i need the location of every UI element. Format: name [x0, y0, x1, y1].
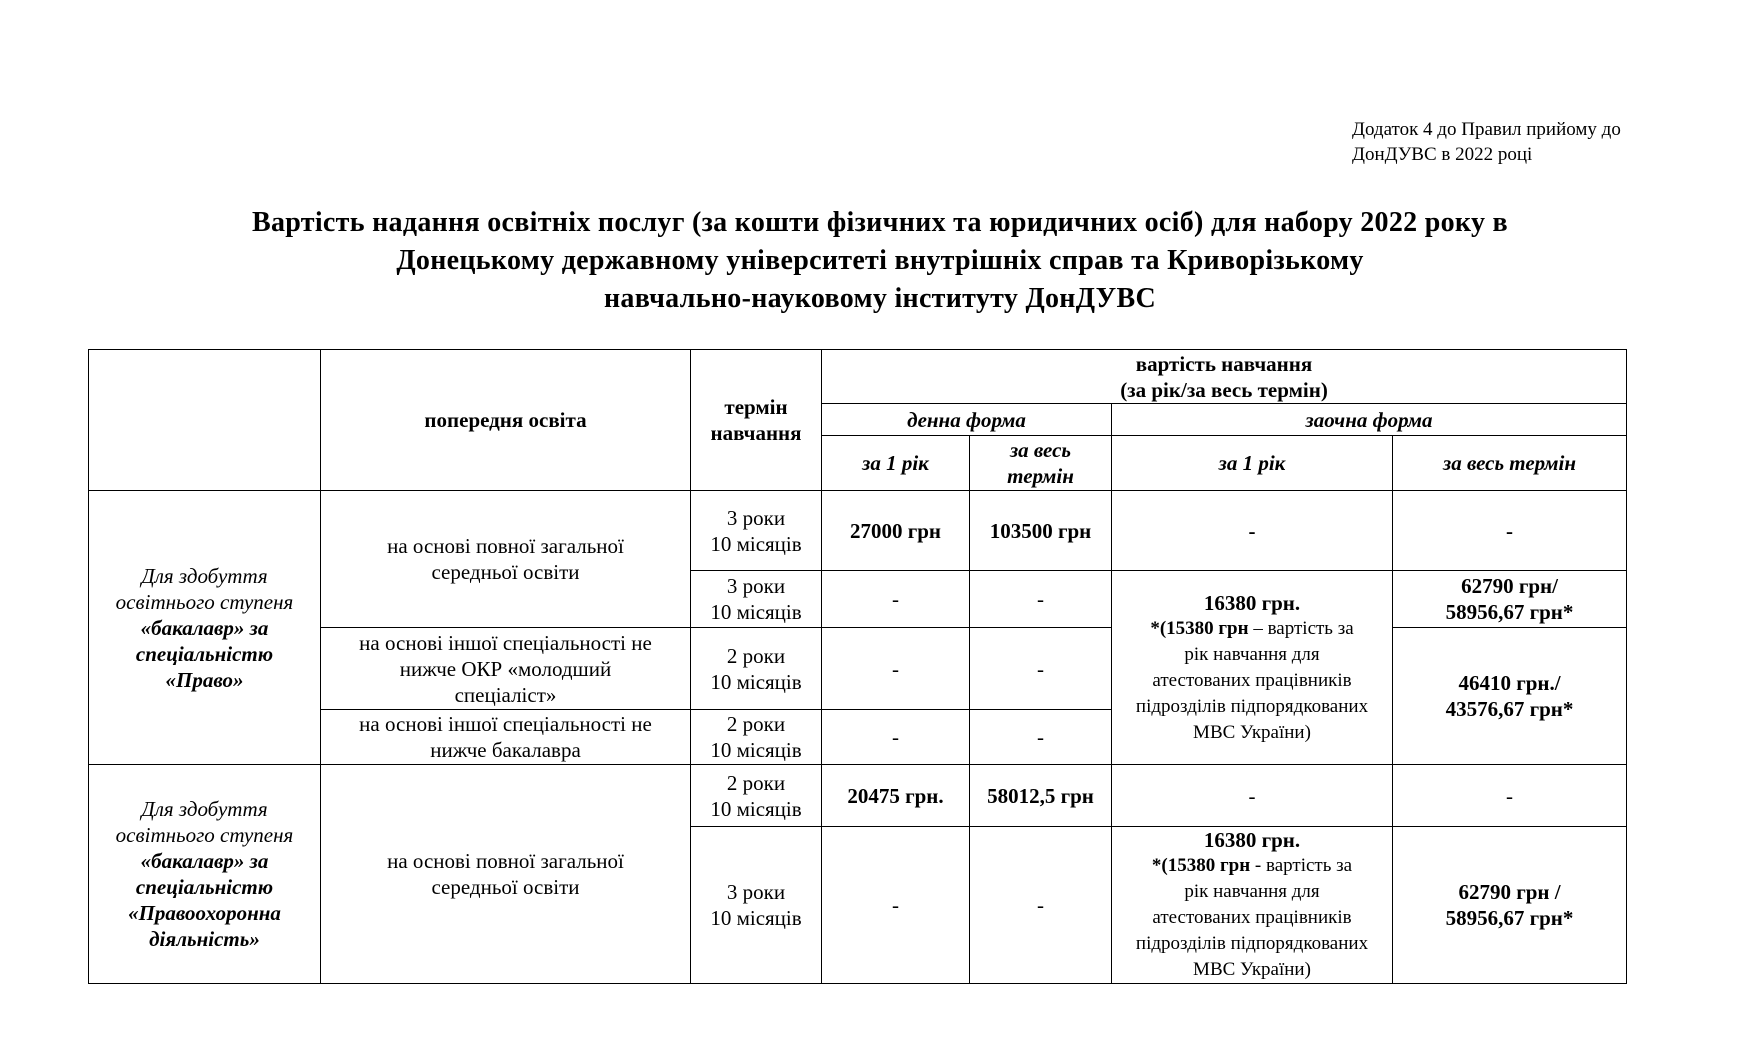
group1-basis-bachelor — [321, 710, 691, 765]
group2-basis-line-1: на основі повної загальної — [387, 849, 624, 873]
term-line-1: 3 роки — [726, 880, 786, 904]
title-line-1: Вартість надання освітніх послуг (за кошти фізичних та юридичних осіб) для набору 2022 року в — [252, 207, 1508, 238]
tuition-cost-table — [88, 349, 1627, 984]
day-year-cost: - — [822, 571, 970, 628]
header-day-total-line-1: за весь — [1009, 438, 1072, 462]
part-total-line-1: 46410 грн./ — [1458, 671, 1561, 695]
part-year-cost: - — [1112, 491, 1393, 571]
appendix-line-2: ДонДУВС в 2022 році — [1352, 144, 1533, 165]
part-total-line-1: 62790 грн / — [1458, 880, 1561, 904]
part-total-line-1: 62790 грн/ — [1461, 574, 1558, 598]
header-day-total — [970, 436, 1112, 491]
part-year-reduced-price: *(15380 грн — [1150, 617, 1249, 639]
appendix-note — [1352, 117, 1692, 167]
group2-basis-line-2: середньої освіти — [431, 875, 580, 899]
part-total-line-2: 58956,67 грн* — [1445, 600, 1574, 624]
title-line-3: навчально-науковому інституту ДонДУВС — [604, 283, 1156, 314]
term-line-1: 2 роки — [726, 712, 786, 736]
group1-level-line-1: Для здобуття — [141, 563, 268, 588]
term-line-1: 3 роки — [726, 505, 786, 530]
group1-basis-bachelor-line-1: на основі іншої спеціальності не — [359, 712, 652, 736]
term-cell — [691, 827, 822, 984]
group2-level-cell — [89, 765, 321, 984]
day-total-cost: - — [970, 628, 1112, 710]
group1-basis-full — [321, 491, 691, 628]
term-line-2: 10 місяців — [710, 796, 802, 821]
part-year-note-line-6: МВС України) — [1193, 959, 1311, 980]
part-year-note-line-3: рік навчання для — [1184, 881, 1320, 902]
group2-level-line-1: Для здобуття — [141, 797, 268, 821]
part-year-note-line-6: МВС України) — [1193, 721, 1311, 743]
term-line-1: 2 роки — [726, 643, 786, 668]
day-total-cost: - — [970, 571, 1112, 628]
group1-part-year-note — [1112, 571, 1393, 765]
term-line-1: 3 роки — [726, 574, 786, 598]
group2-level-line-2: освітнього ступеня — [115, 823, 294, 847]
group2-level-line-4: спеціальністю — [135, 875, 274, 899]
part-total-cost — [1393, 571, 1627, 628]
term-line-1: 2 роки — [726, 770, 786, 795]
term-cell — [691, 710, 822, 765]
group1-level-line-2: освітнього ступеня — [115, 589, 294, 614]
term-cell — [691, 765, 822, 827]
group1-basis-junior-line-1: на основі іншої спеціальності не — [359, 630, 652, 655]
group1-level-line-4: спеціальністю — [135, 641, 274, 666]
header-part-total: за весь термін — [1393, 436, 1627, 491]
header-cost-line-1: вартість навчання — [1135, 351, 1313, 376]
header-day-form: денна форма — [822, 404, 1112, 436]
group1-level-line-5: «Право» — [165, 667, 244, 692]
part-year-reduced-price: *(15380 грн — [1151, 855, 1251, 876]
header-blank-cell — [89, 350, 321, 491]
term-cell — [691, 571, 822, 628]
group1-basis-junior-line-2: нижче ОКР «молодший — [399, 656, 612, 681]
term-line-2: 10 місяців — [710, 669, 802, 694]
header-part-year: за 1 рік — [1112, 436, 1393, 491]
header-day-year: за 1 рік — [822, 436, 970, 491]
part-year-note-line-4: атестованих працівників — [1152, 907, 1352, 928]
term-cell — [691, 491, 822, 571]
day-total-cost: 103500 грн — [970, 491, 1112, 571]
term-cell — [691, 628, 822, 710]
part-total-cost: - — [1393, 491, 1627, 571]
part-year-note-line-3: рік навчання для — [1184, 643, 1320, 665]
term-line-2: 10 місяців — [710, 738, 802, 762]
part-total-cost — [1393, 827, 1627, 984]
group1-level-cell — [89, 491, 321, 765]
part-total-line-2: 58956,67 грн* — [1445, 906, 1574, 930]
part-year-cost: - — [1112, 765, 1393, 827]
title-line-2: Донецькому державному університеті внутрішніх справ та Криворізькому — [396, 245, 1364, 276]
table-row — [89, 491, 1627, 571]
header-prev-education: попередня освіта — [321, 350, 691, 491]
header-row-1 — [89, 350, 1627, 404]
group1-basis-junior-line-3: спеціаліст» — [454, 682, 557, 707]
day-year-cost: - — [822, 710, 970, 765]
header-term-line-1: термін — [724, 395, 788, 419]
group2-part-year-note — [1112, 827, 1393, 984]
day-total-cost: 58012,5 грн — [970, 765, 1112, 827]
day-year-cost: - — [822, 827, 970, 984]
header-cost-line-2: (за рік/за весь термін) — [1120, 377, 1328, 402]
group2-level-line-5: «Правоохоронна — [128, 901, 281, 925]
part-year-note-line-2: – вартість за — [1248, 617, 1354, 639]
part-year-note-line-4: атестованих працівників — [1152, 669, 1352, 691]
part-total-cost: - — [1393, 765, 1627, 827]
group2-basis — [321, 765, 691, 984]
table-row — [89, 765, 1627, 827]
header-part-form: заочна форма — [1112, 404, 1627, 436]
term-line-2: 10 місяців — [710, 906, 802, 930]
part-total-cost — [1393, 628, 1627, 765]
group1-basis-full-line-2: середньої освіти — [431, 560, 580, 584]
term-line-2: 10 місяців — [710, 531, 802, 556]
group1-basis-junior — [321, 628, 691, 710]
group2-level-line-3: «бакалавр» за — [140, 849, 269, 873]
day-year-cost: - — [822, 628, 970, 710]
group2-level-line-6: діяльність» — [149, 927, 260, 951]
appendix-line-1: Додаток 4 до Правил прийому до — [1352, 119, 1621, 140]
part-total-line-2: 43576,67 грн* — [1445, 697, 1574, 721]
group1-basis-bachelor-line-2: нижче бакалавра — [430, 738, 581, 762]
day-year-cost: 27000 грн — [822, 491, 970, 571]
group1-level-line-3: «бакалавр» за — [140, 615, 269, 640]
header-term-line-2: навчання — [710, 421, 802, 445]
group1-basis-full-line-1: на основі повної загальної — [387, 534, 624, 558]
part-year-note-line-5: підрозділів підпорядкованих — [1135, 695, 1369, 717]
day-total-cost: - — [970, 710, 1112, 765]
part-year-note-line-2: - вартість за — [1250, 855, 1353, 876]
part-year-price: 16380 грн. — [1203, 828, 1301, 852]
header-cost — [822, 350, 1627, 404]
term-line-2: 10 місяців — [710, 600, 802, 624]
day-year-cost: 20475 грн. — [822, 765, 970, 827]
page-title — [70, 204, 1690, 318]
part-year-note-line-5: підрозділів підпорядкованих — [1135, 933, 1369, 954]
part-year-price: 16380 грн. — [1203, 590, 1301, 615]
header-day-total-line-2: термін — [1007, 464, 1074, 488]
day-total-cost: - — [970, 827, 1112, 984]
header-term — [691, 350, 822, 491]
